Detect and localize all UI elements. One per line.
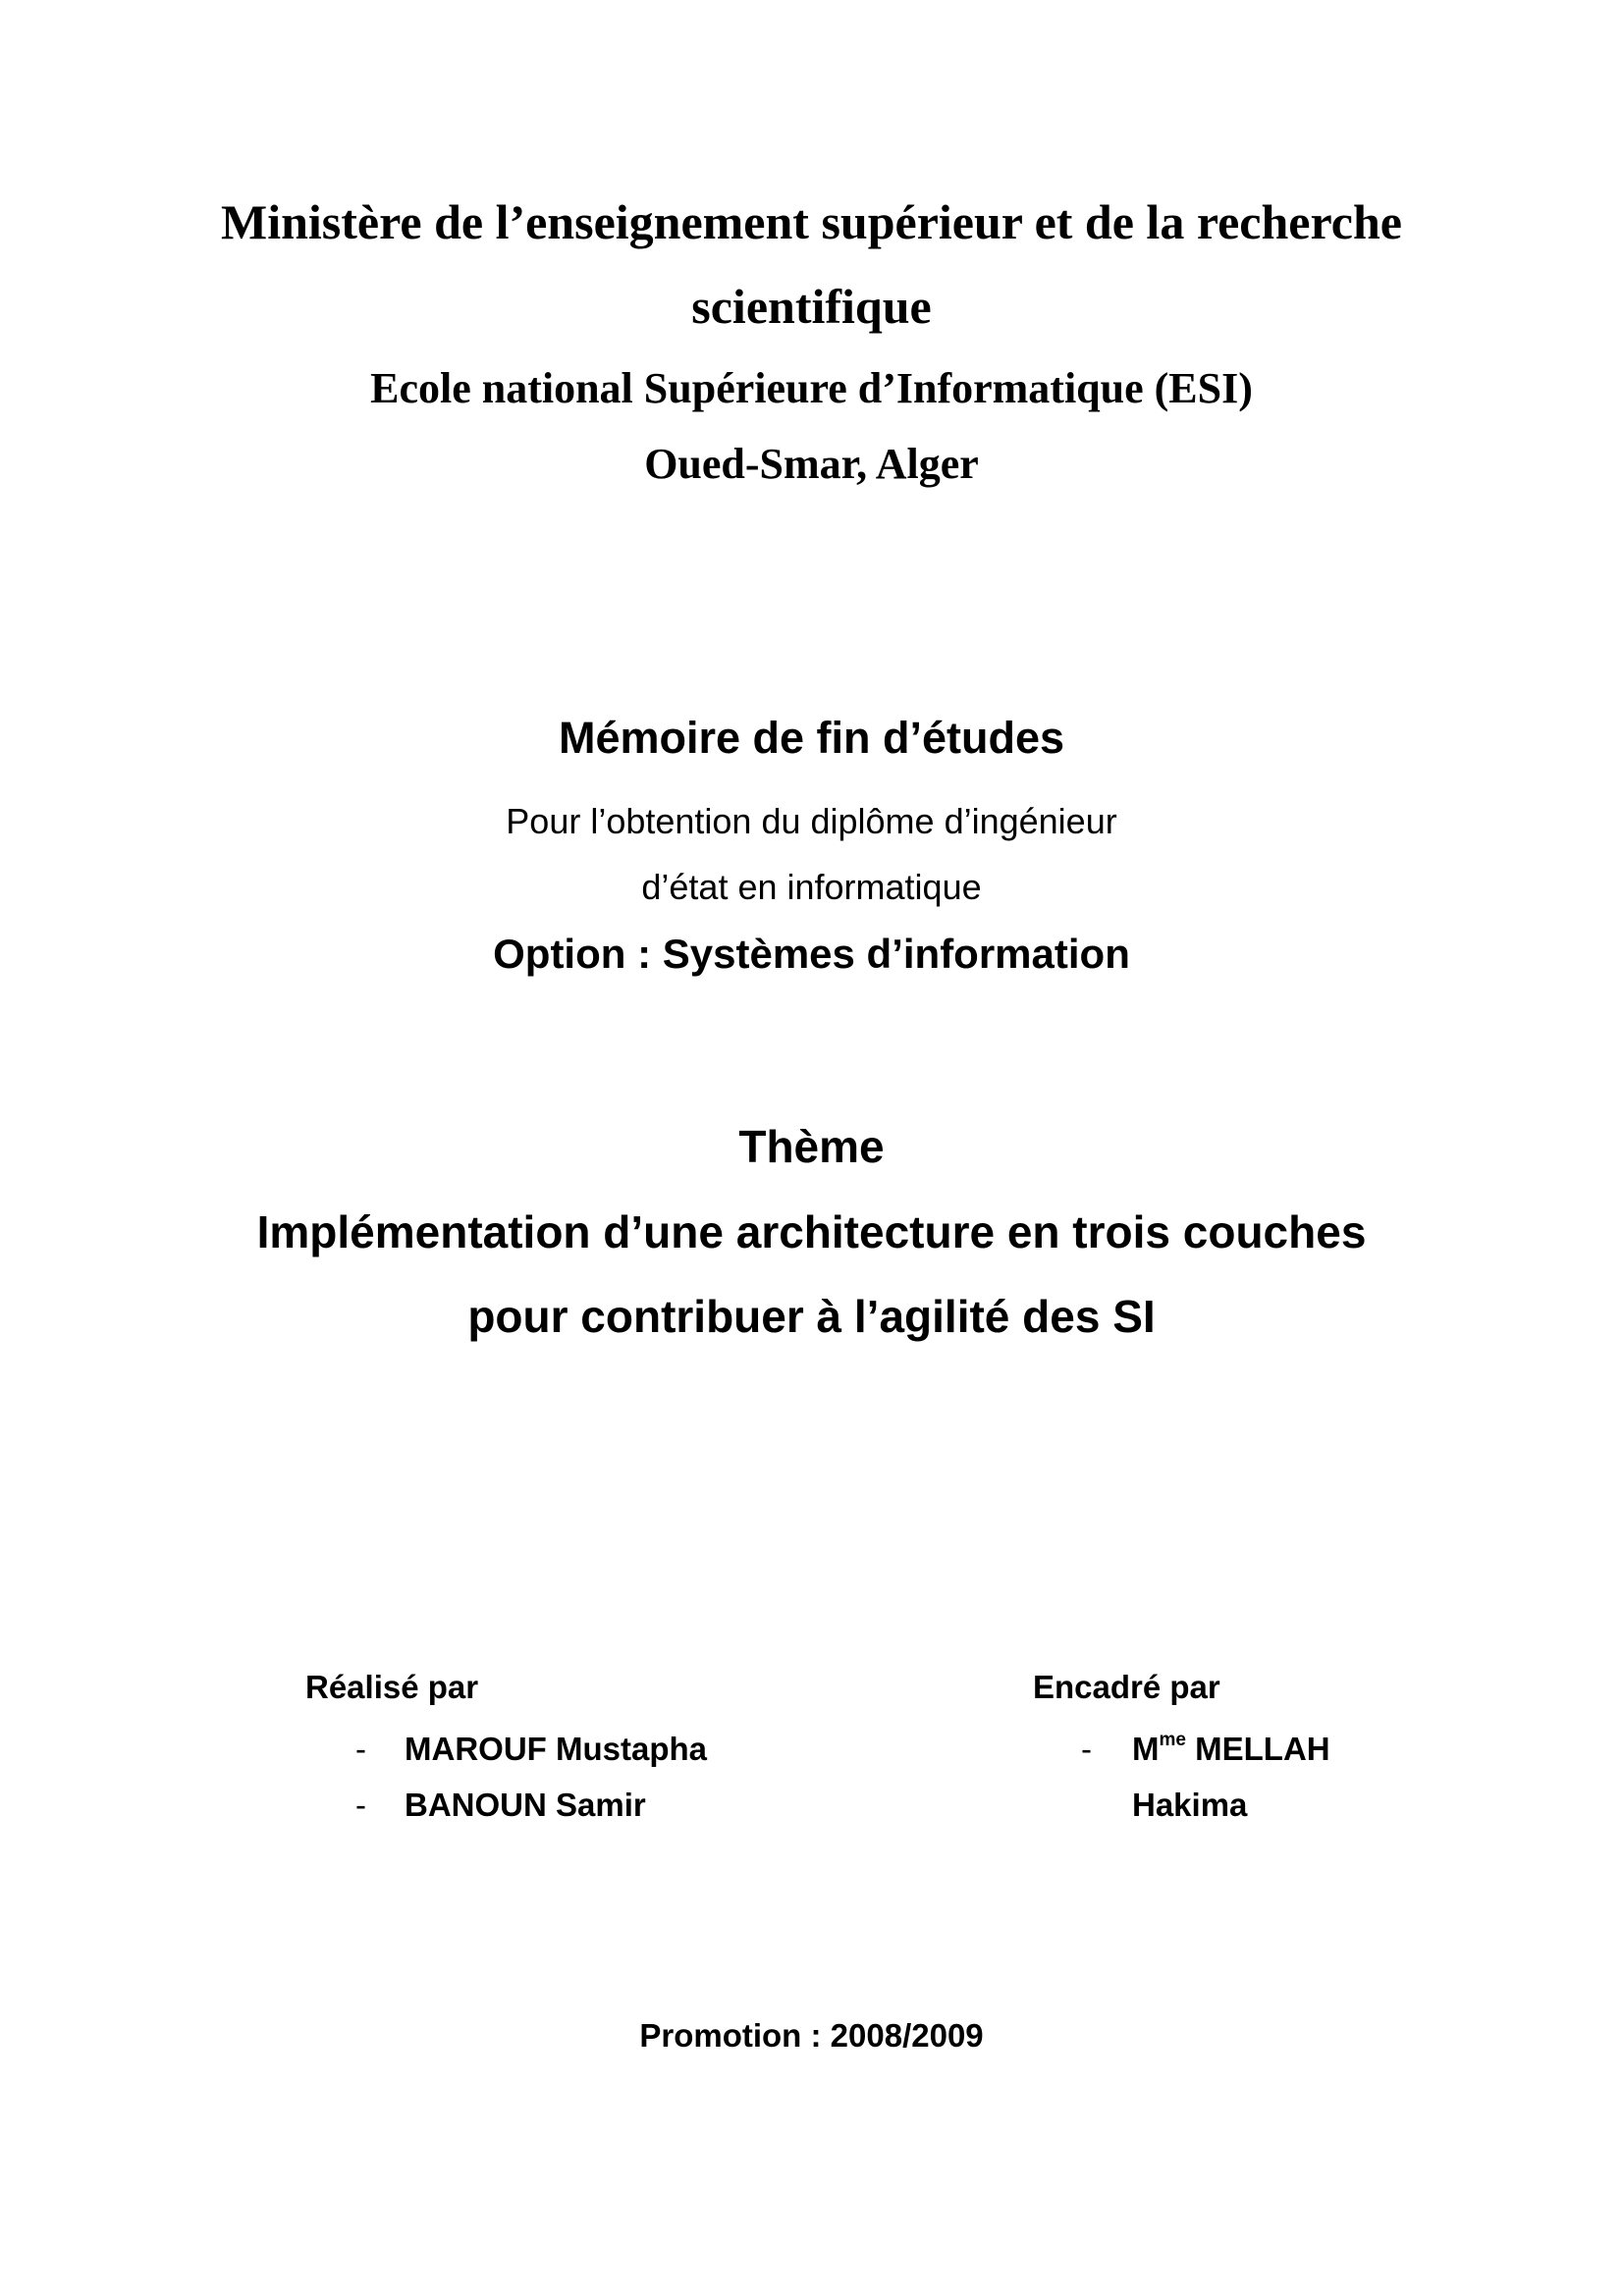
theme-label: Thème xyxy=(738,1121,885,1172)
supervisor-title-sup: me xyxy=(1159,1730,1186,1750)
option-line: Option : Systèmes d’information xyxy=(493,931,1130,977)
authors-heading: Réalisé par xyxy=(305,1669,479,1705)
obtention-line-2: d’état en informatique xyxy=(641,867,982,907)
school-name: Ecole national Supérieure d’Informatique (ESI) xyxy=(370,364,1253,412)
obtention-line-1: Pour l’obtention du diplôme d’ingénieur xyxy=(506,801,1117,841)
supervisor-name-line-2: Hakima xyxy=(1132,1787,1248,1823)
ministry-line-2: scientifique xyxy=(691,279,932,334)
supervisor-heading: Encadré par xyxy=(1033,1669,1220,1705)
theme-title-line-2: pour contribuer à l’agilité des SI xyxy=(467,1291,1156,1342)
author-bullet-2: - xyxy=(355,1787,366,1823)
ministry-line-1: Ministère de l’enseignement supérieur et de la recherche xyxy=(221,194,1402,249)
supervisor-name-line-1 xyxy=(1132,1731,1330,1768)
author-name-2: BANOUN Samir xyxy=(405,1787,646,1823)
school-city: Oued-Smar, Alger xyxy=(644,440,979,488)
supervisor-title-prefix: M xyxy=(1132,1731,1160,1767)
author-bullet-1: - xyxy=(355,1731,366,1767)
memoire-title: Mémoire de fin d’études xyxy=(558,713,1065,763)
supervisor-surname: MELLAH xyxy=(1185,1731,1330,1767)
supervisor-bullet: - xyxy=(1081,1731,1092,1767)
promotion: Promotion : 2008/2009 xyxy=(639,2017,984,2054)
author-name-1: MAROUF Mustapha xyxy=(405,1731,707,1767)
theme-title-line-1: Implémentation d’une architecture en trois couches xyxy=(256,1206,1367,1257)
